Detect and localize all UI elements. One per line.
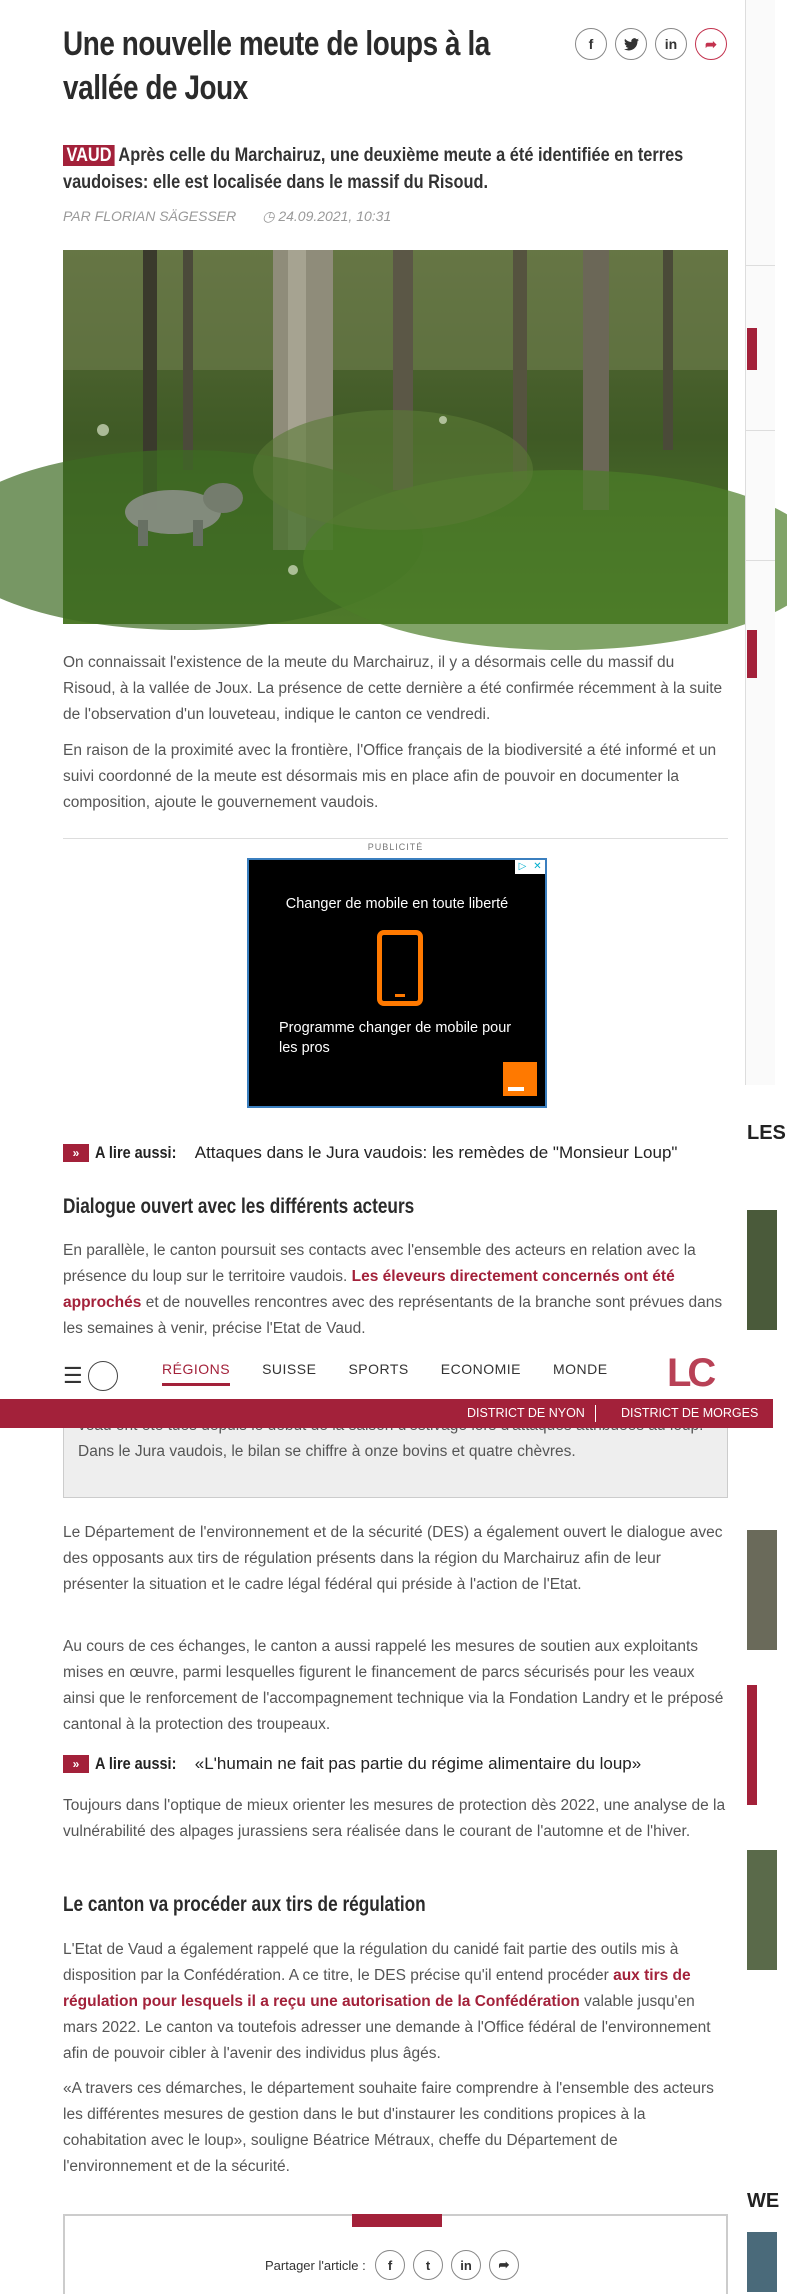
article-photo <box>63 250 728 624</box>
share-label: Partager l'article : <box>265 2258 366 2273</box>
nav-item-monde[interactable]: MONDE <box>552 1361 608 1377</box>
ad-label: PUBLICITÉ <box>63 838 728 852</box>
also-read-link[interactable]: «L'humain ne fait pas partie du régime alimentaire du loup» <box>194 1754 642 1773</box>
paragraph-6: Toujours dans l'optique de mieux orienter les mesures de protection dès 2022, une analyse de la vulnérabilité des alpages jurassiens sera réalisée dans le courant de l'automne et de l'hiver. <box>63 1797 726 1840</box>
regulation-link[interactable]: aux tirs de régulation pour lesquels il a reçu une autorisation de la Confédération <box>63 1967 691 2010</box>
facebook-share-icon[interactable]: f <box>375 2250 405 2280</box>
double-chevron-icon: » <box>63 1144 89 1162</box>
district-nyon[interactable]: DISTRICT DE NYON <box>467 1406 585 1420</box>
article-lead: VAUD Après celle du Marchairuz, une deuxième meute a été identifiée en terres vaudoises: elle est localisée dans le massif du Risoud. <box>63 145 684 193</box>
sidebar <box>745 0 786 2281</box>
sidebar-heading-2: WE <box>747 2190 780 2212</box>
twitter-share-icon[interactable]: t <box>413 2250 443 2280</box>
district-separator <box>595 1405 596 1422</box>
double-chevron-icon: » <box>63 1755 89 1773</box>
facebook-share-icon[interactable]: f <box>575 28 607 60</box>
user-icon[interactable] <box>88 1361 118 1391</box>
author: PAR FLORIAN SÄGESSER <box>63 208 237 224</box>
ad-line1: Changer de mobile en toute liberté <box>285 896 509 912</box>
paragraph-8: «A travers ces démarches, le département souhaite faire comprendre à l'ensemble des acteurs les différentes mesures de gestion dans le but d'instaurer les conditions propices à la cohabitation avec le loup», souligne Béatrice Métraux, cheffe du Département de l'environnement et de la sécurité. <box>63 2080 714 2175</box>
region-tag[interactable]: VAUD <box>63 145 115 166</box>
clock-icon: ◷ <box>262 208 279 224</box>
ad-choices-icon[interactable]: ▷ ✕ <box>515 860 545 874</box>
main-nav <box>162 1361 608 1386</box>
linkedin-share-icon[interactable]: in <box>451 2250 481 2280</box>
sidebar-panel <box>745 0 775 1085</box>
paragraph-5: Au cours de ces échanges, le canton a aussi rappelé les mesures de soutien aux exploitants mises en œuvre, parmi lesquelles figurent le financement de parcs sécurisés pour les veaux ainsi que le renforcement de l'accompagnement technique via la Fondation Landry et le préposé cantonal à la protection des troupeaux. <box>63 1638 724 1733</box>
forest-wolf-image <box>63 250 728 624</box>
also-read-2[interactable]: » A lire aussi: «L'humain ne fait pas partie du régime alimentaire du loup» <box>63 1754 641 1774</box>
ad-line2: Programme changer de mobile pour les pros <box>279 1020 512 1056</box>
district-morges[interactable]: DISTRICT DE MORGES <box>621 1406 759 1420</box>
paragraph-7: L'Etat de Vaud a également rappelé que la régulation du canidé fait partie des outils mis à disposition par la Confédération. A ce titre, le DES précise qu'il entend procéder aux tirs de régulation pour lesquels il a reçu une autorisation de la Confédération valable jusqu'en mars 2022. Le canton va toutefois adresser une demande à l'Office fédéral de l'environnement afin de pouvoir cibler à l'avenir des individus plus âgés. <box>63 1941 711 2062</box>
paragraph-4: Le Département de l'environnement et de la sécurité (DES) a également ouvert le dialogue avec des opposants aux tirs de régulation présents dans la région du Marchairuz afin de leur présenter la situation et le cadre légal fédéral qui préside à l'action de l'Etat. <box>63 1524 723 1593</box>
nav-item-suisse[interactable]: SUISSE <box>262 1361 317 1377</box>
orange-logo <box>503 1062 537 1096</box>
forward-share-icon[interactable]: ➦ <box>489 2250 519 2280</box>
section-heading-2: Le canton va procéder aux tirs de régulation <box>63 1893 426 1916</box>
info-box-text: Dans le Jura vaudois, le bilan se chiffre à onze bovins et quatre chèvres. <box>78 1443 576 1460</box>
phone-icon <box>377 930 423 1006</box>
forward-share-icon[interactable]: ➦ <box>695 28 727 60</box>
sticky-navbar <box>0 1345 773 1399</box>
date: ◷ 24.09.2021, 10:31 <box>262 208 392 224</box>
nav-item-economie[interactable]: ECONOMIE <box>440 1361 521 1377</box>
site-logo[interactable]: LC <box>667 1351 713 1395</box>
byline <box>63 208 391 225</box>
article-title: Une nouvelle meute de loups à la vallée de Joux <box>63 25 490 107</box>
sidebar-heading-1: LES <box>747 1122 786 1144</box>
also-read-1[interactable]: » A lire aussi: Attaques dans le Jura vaudois: les remèdes de "Monsieur Loup" <box>63 1143 677 1163</box>
twitter-share-icon[interactable] <box>615 28 647 60</box>
district-bar <box>0 1399 773 1428</box>
paragraph-2: En raison de la proximité avec la frontière, l'Office français de la biodiversité a été informé et un suivi coordonné de la meute est désormais mis en place afin de pouvoir en documenter la composition, ajoute le gouvernement vaudois. <box>63 742 717 811</box>
section-heading-1: Dialogue ouvert avec les différents acteurs <box>63 1195 415 1218</box>
ad-banner[interactable] <box>247 858 547 1108</box>
nav-item-sports[interactable]: SPORTS <box>348 1361 409 1377</box>
menu-icon[interactable]: ☰ <box>63 1363 83 1388</box>
linkedin-share-icon[interactable]: in <box>655 28 687 60</box>
paragraph-3: En parallèle, le canton poursuit ses contacts avec l'ensemble des acteurs en relation avec la présence du loup sur le territoire vaudois. Les éleveurs directement concernés ont été approchés et de nouvelles rencontres avec des représentants de la branche sont prévues dans les semaines à venir, précise l'Etat de Vaud. <box>63 1242 723 1337</box>
paragraph-1: On connaissait l'existence de la meute du Marchairuz, il y a désormais celle du massif du Risoud, à la vallée de Joux. La présence de cette dernière a été confirmée récemment à la suite de l'observation d'un louveteau, indique le canton ce vendredi. <box>63 654 723 723</box>
also-read-link[interactable]: Attaques dans le Jura vaudois: les remèdes de "Monsieur Loup" <box>194 1143 678 1162</box>
breeders-link[interactable]: Les éleveurs directement concernés ont été approchés <box>63 1268 675 1311</box>
nav-item-regions[interactable]: RÉGIONS <box>162 1361 230 1386</box>
share-top <box>575 28 727 60</box>
share-box-accent <box>352 2214 442 2227</box>
share-box <box>63 2214 728 2294</box>
